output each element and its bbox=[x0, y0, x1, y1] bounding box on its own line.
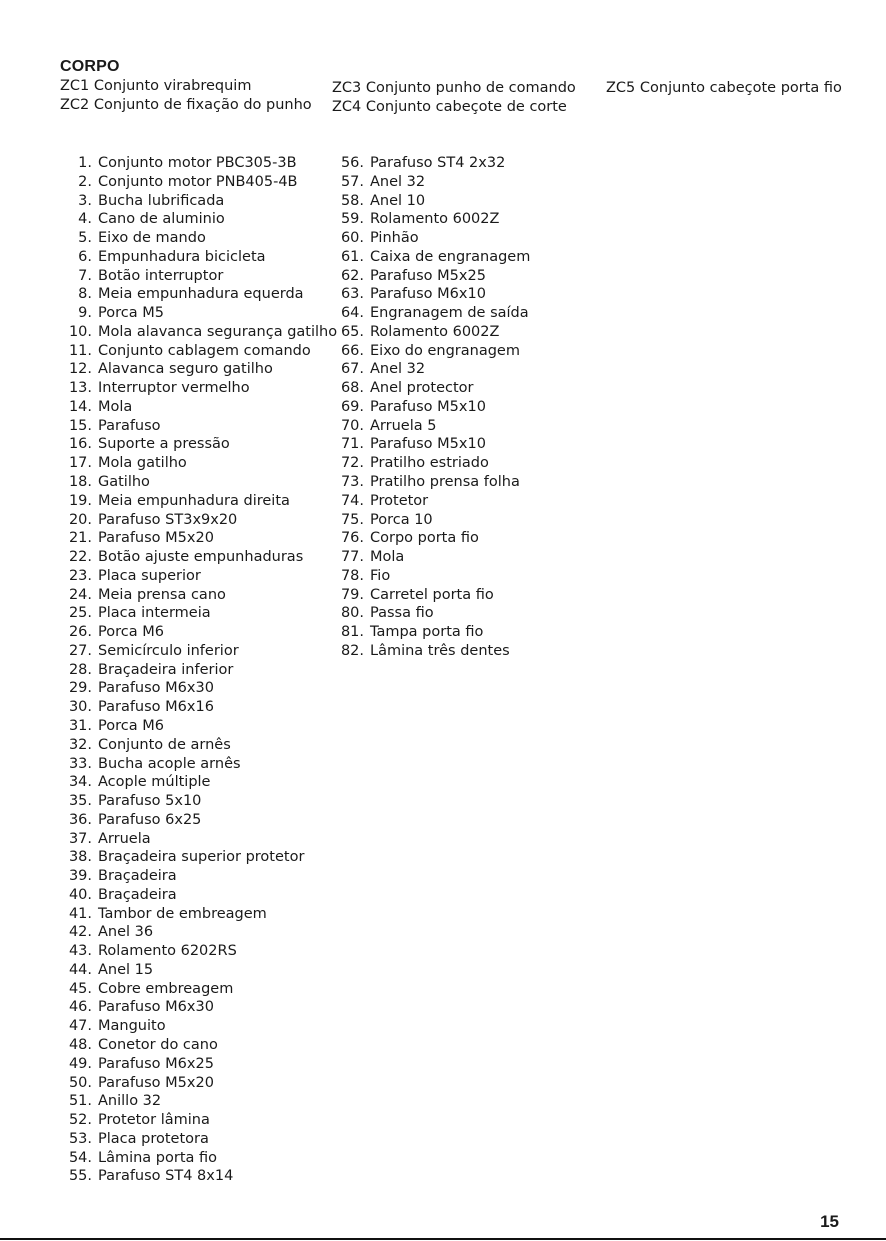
part-name: Rolamento 6002Z bbox=[370, 323, 500, 340]
part-name: Conjunto motor PBC305-3B bbox=[98, 155, 297, 171]
part-number: 9. bbox=[78, 305, 92, 322]
part-number: 11. bbox=[68, 342, 92, 359]
group-name: Conjunto virabrequim bbox=[93, 78, 252, 94]
part-item bbox=[68, 661, 337, 680]
part-number: 22. bbox=[68, 549, 92, 566]
part-item bbox=[68, 567, 337, 586]
part-item bbox=[340, 267, 530, 286]
group-name: Conjunto punho de comando bbox=[365, 80, 576, 96]
part-item bbox=[68, 1055, 337, 1074]
part-name: Anillo 32 bbox=[98, 1093, 162, 1110]
part-number: 20. bbox=[68, 511, 92, 528]
part-name: Parafuso ST4 8x14 bbox=[98, 1168, 234, 1185]
part-number: 73. bbox=[340, 474, 364, 491]
part-item bbox=[78, 173, 337, 192]
section-title: CORPO bbox=[60, 58, 120, 75]
part-item bbox=[68, 642, 337, 661]
part-name: Placa superior bbox=[98, 567, 201, 584]
part-number: 12. bbox=[68, 361, 92, 378]
part-name: Lâmina três dentes bbox=[370, 642, 510, 659]
part-number: 2. bbox=[78, 173, 92, 190]
part-name: Corpo porta fio bbox=[370, 530, 479, 547]
part-name: Suporte a pressão bbox=[98, 436, 230, 453]
part-name: Porca M6 bbox=[98, 717, 164, 734]
part-item bbox=[68, 1149, 337, 1168]
part-item bbox=[68, 679, 337, 698]
parts-list-left bbox=[68, 154, 338, 1186]
part-item bbox=[68, 379, 337, 398]
part-item bbox=[68, 848, 337, 867]
part-number: 61. bbox=[340, 248, 364, 265]
group-code: ZC5 bbox=[606, 80, 636, 96]
part-number: 58. bbox=[340, 192, 364, 209]
part-number: 33. bbox=[68, 755, 92, 772]
part-number: 78. bbox=[340, 567, 364, 584]
part-number: 64. bbox=[340, 305, 364, 322]
part-number: 4. bbox=[78, 211, 92, 228]
part-number: 32. bbox=[68, 736, 92, 753]
part-name: Braçadeira superior protetor bbox=[98, 849, 305, 866]
part-item bbox=[68, 492, 337, 511]
part-name: Conjunto cablagem comando bbox=[98, 342, 311, 359]
part-number: 23. bbox=[68, 567, 92, 584]
part-item bbox=[68, 529, 337, 548]
part-item bbox=[340, 285, 530, 304]
part-name: Mola bbox=[98, 398, 133, 415]
part-item bbox=[68, 323, 338, 342]
part-item bbox=[78, 210, 337, 229]
part-item bbox=[340, 642, 530, 661]
part-name: Cobre embreagem bbox=[98, 980, 234, 997]
part-name: Parafuso ST3x9x20 bbox=[98, 511, 238, 528]
part-number: 53. bbox=[68, 1130, 92, 1147]
part-item bbox=[68, 961, 337, 980]
part-name: Gatilho bbox=[98, 474, 150, 491]
part-name: Protetor lâmina bbox=[98, 1112, 210, 1129]
part-number: 10. bbox=[68, 323, 92, 340]
group-item bbox=[332, 79, 576, 98]
part-item bbox=[68, 736, 337, 755]
part-number: 80. bbox=[340, 605, 364, 622]
part-item bbox=[68, 755, 337, 774]
part-number: 16. bbox=[68, 436, 92, 453]
part-number: 45. bbox=[68, 980, 92, 997]
part-name: Parafuso M5x25 bbox=[370, 267, 486, 284]
part-number: 36. bbox=[68, 811, 92, 828]
part-number: 5. bbox=[78, 230, 92, 247]
part-number: 34. bbox=[68, 774, 92, 791]
part-item bbox=[340, 586, 530, 605]
part-name: Placa intermeia bbox=[98, 605, 211, 622]
part-name: Rolamento 6002Z bbox=[370, 211, 500, 228]
part-item bbox=[68, 342, 337, 361]
part-name: Anel 36 bbox=[98, 924, 154, 941]
part-number: 1. bbox=[78, 155, 92, 171]
part-name: Parafuso M5x10 bbox=[370, 398, 486, 415]
part-item bbox=[340, 192, 530, 211]
part-item bbox=[68, 623, 337, 642]
part-item bbox=[340, 511, 530, 530]
part-item bbox=[68, 905, 337, 924]
part-name: Passa fio bbox=[370, 605, 434, 622]
part-name: Semicírculo inferior bbox=[98, 642, 239, 659]
part-item bbox=[68, 792, 337, 811]
part-number: 8. bbox=[78, 286, 92, 303]
part-number: 43. bbox=[68, 943, 92, 960]
part-name: Pratilho prensa folha bbox=[370, 474, 520, 491]
part-item bbox=[68, 942, 337, 961]
group-item bbox=[60, 96, 312, 115]
part-item bbox=[68, 1017, 337, 1036]
part-number: 42. bbox=[68, 924, 92, 941]
part-name: Anel 32 bbox=[370, 361, 426, 378]
group-item bbox=[606, 79, 842, 98]
part-name: Botão interruptor bbox=[98, 267, 224, 284]
part-number: 40. bbox=[68, 886, 92, 903]
part-number: 26. bbox=[68, 624, 92, 641]
part-item bbox=[68, 1111, 337, 1130]
part-name: Parafuso M6x30 bbox=[98, 999, 214, 1016]
part-name: Anel 10 bbox=[370, 192, 426, 209]
part-item bbox=[340, 379, 530, 398]
part-name: Mola bbox=[370, 549, 405, 566]
part-name: Meia prensa cano bbox=[98, 586, 226, 603]
part-name: Empunhadura bicicleta bbox=[98, 248, 266, 265]
part-number: 63. bbox=[340, 286, 364, 303]
part-name: Porca M5 bbox=[98, 305, 164, 322]
part-name: Lâmina porta fio bbox=[98, 1149, 218, 1166]
part-item bbox=[68, 717, 337, 736]
part-number: 18. bbox=[68, 474, 92, 491]
part-item bbox=[68, 886, 337, 905]
part-name: Meia empunhadura equerda bbox=[98, 286, 304, 303]
part-number: 30. bbox=[68, 699, 92, 716]
part-item bbox=[340, 154, 530, 173]
part-item bbox=[340, 304, 530, 323]
part-number: 39. bbox=[68, 868, 92, 885]
part-number: 77. bbox=[340, 549, 364, 566]
part-number: 3. bbox=[78, 192, 92, 209]
part-item bbox=[68, 923, 337, 942]
part-number: 74. bbox=[340, 492, 364, 509]
part-name: Braçadeira bbox=[98, 886, 177, 903]
part-number: 6. bbox=[78, 248, 92, 265]
part-number: 54. bbox=[68, 1149, 92, 1166]
part-item bbox=[340, 398, 530, 417]
part-item bbox=[68, 998, 337, 1017]
part-number: 70. bbox=[340, 417, 364, 434]
part-item bbox=[68, 435, 337, 454]
part-item bbox=[68, 511, 337, 530]
part-item bbox=[340, 454, 530, 473]
part-item bbox=[68, 1074, 337, 1093]
part-number: 29. bbox=[68, 680, 92, 697]
part-number: 52. bbox=[68, 1112, 92, 1129]
part-number: 35. bbox=[68, 793, 92, 810]
part-name: Parafuso M5x10 bbox=[370, 436, 486, 453]
part-number: 7. bbox=[78, 267, 92, 284]
part-item bbox=[68, 698, 337, 717]
part-name: Protetor bbox=[370, 492, 429, 509]
part-number: 27. bbox=[68, 642, 92, 659]
part-item bbox=[78, 285, 337, 304]
part-number: 38. bbox=[68, 849, 92, 866]
part-number: 24. bbox=[68, 586, 92, 603]
part-number: 28. bbox=[68, 661, 92, 678]
part-item bbox=[68, 360, 337, 379]
part-name: Arruela 5 bbox=[370, 417, 437, 434]
part-number: 68. bbox=[340, 380, 364, 397]
part-name: Porca M6 bbox=[98, 624, 164, 641]
part-name: Rolamento 6202RS bbox=[98, 943, 237, 960]
part-number: 79. bbox=[340, 586, 364, 603]
part-name: Parafuso M6x25 bbox=[98, 1055, 214, 1072]
part-name: Placa protetora bbox=[98, 1130, 209, 1147]
part-item bbox=[78, 192, 337, 211]
part-item bbox=[340, 210, 530, 229]
part-item bbox=[68, 867, 337, 886]
part-name: Bucha acople arnês bbox=[98, 755, 241, 772]
part-number: 37. bbox=[68, 830, 92, 847]
group-item bbox=[332, 98, 567, 117]
part-item bbox=[78, 248, 337, 267]
part-name: Parafuso M5x20 bbox=[98, 1074, 214, 1091]
group-code: ZC1 bbox=[60, 78, 90, 94]
group-code: ZC2 bbox=[60, 97, 90, 113]
part-item bbox=[340, 548, 530, 567]
part-item bbox=[78, 154, 337, 173]
part-name: Manguito bbox=[98, 1018, 166, 1035]
part-name: Parafuso 5x10 bbox=[98, 793, 202, 810]
part-number: 47. bbox=[68, 1018, 92, 1035]
parts-list-right bbox=[340, 154, 531, 661]
part-name: Tambor de embreagem bbox=[98, 905, 267, 922]
part-number: 71. bbox=[340, 436, 364, 453]
part-item bbox=[68, 773, 337, 792]
part-name: Braçadeira bbox=[98, 868, 177, 885]
group-name: Conjunto cabeçote porta fio bbox=[639, 80, 842, 96]
part-name: Bucha lubrificada bbox=[98, 192, 225, 209]
group-name: Conjunto cabeçote de corte bbox=[365, 99, 567, 115]
part-name: Botão ajuste empunhaduras bbox=[98, 549, 304, 566]
part-number: 13. bbox=[68, 380, 92, 397]
part-name: Parafuso M6x10 bbox=[370, 286, 486, 303]
part-name: Anel protector bbox=[370, 380, 474, 397]
part-number: 44. bbox=[68, 961, 92, 978]
part-item bbox=[68, 811, 337, 830]
part-name: Conjunto motor PNB405-4B bbox=[98, 173, 298, 190]
part-name: Eixo de mando bbox=[98, 230, 206, 247]
part-item bbox=[78, 267, 337, 286]
part-number: 81. bbox=[340, 624, 364, 641]
part-number: 59. bbox=[340, 211, 364, 228]
part-item bbox=[68, 548, 337, 567]
part-number: 51. bbox=[68, 1093, 92, 1110]
part-name: Alavanca seguro gatilho bbox=[98, 361, 273, 378]
part-name: Acople múltiple bbox=[98, 774, 211, 791]
part-name: Anel 15 bbox=[98, 961, 154, 978]
part-item bbox=[340, 248, 531, 267]
part-name: Braçadeira inferior bbox=[98, 661, 234, 678]
assembly-groups bbox=[60, 77, 860, 117]
part-number: 76. bbox=[340, 530, 364, 547]
part-item bbox=[78, 229, 337, 248]
part-number: 14. bbox=[68, 398, 92, 415]
part-name: Engranagem de saída bbox=[370, 305, 529, 322]
part-name: Mola gatilho bbox=[98, 455, 187, 472]
part-number: 21. bbox=[68, 530, 92, 547]
part-name: Conetor do cano bbox=[98, 1036, 218, 1053]
part-item bbox=[340, 173, 530, 192]
part-item bbox=[68, 1167, 337, 1186]
part-name: Parafuso bbox=[98, 417, 161, 434]
page-number: 15 bbox=[820, 1212, 839, 1231]
part-name: Parafuso M6x30 bbox=[98, 680, 214, 697]
part-name: Conjunto de arnês bbox=[98, 736, 231, 753]
part-number: 15. bbox=[68, 417, 92, 434]
part-item bbox=[340, 604, 530, 623]
part-number: 57. bbox=[340, 173, 364, 190]
part-number: 67. bbox=[340, 361, 364, 378]
part-number: 72. bbox=[340, 455, 364, 472]
part-name: Eixo do engranagem bbox=[370, 342, 520, 359]
part-name: Parafuso M6x16 bbox=[98, 699, 214, 716]
part-number: 17. bbox=[68, 455, 92, 472]
part-number: 55. bbox=[68, 1168, 92, 1185]
part-name: Carretel porta fio bbox=[370, 586, 494, 603]
part-item bbox=[68, 586, 337, 605]
part-item bbox=[340, 623, 530, 642]
part-number: 31. bbox=[68, 717, 92, 734]
part-item bbox=[68, 1036, 337, 1055]
part-name: Tampa porta fio bbox=[370, 624, 484, 641]
part-number: 48. bbox=[68, 1036, 92, 1053]
part-name: Parafuso M5x20 bbox=[98, 530, 214, 547]
part-item bbox=[68, 1130, 337, 1149]
part-item bbox=[340, 417, 530, 436]
part-name: Pratilho estriado bbox=[370, 455, 489, 472]
part-item bbox=[340, 323, 530, 342]
part-number: 66. bbox=[340, 342, 364, 359]
group-name: Conjunto de fixação do punho bbox=[93, 97, 312, 113]
part-item bbox=[340, 342, 530, 361]
part-name: Cano de aluminio bbox=[98, 211, 225, 228]
part-item bbox=[68, 454, 337, 473]
part-name: Interruptor vermelho bbox=[98, 380, 250, 397]
part-number: 19. bbox=[68, 492, 92, 509]
part-name: Parafuso ST4 2x32 bbox=[370, 155, 506, 171]
part-item bbox=[68, 980, 337, 999]
part-number: 49. bbox=[68, 1055, 92, 1072]
part-name: Fio bbox=[370, 567, 391, 584]
part-item bbox=[68, 1092, 337, 1111]
part-item bbox=[68, 604, 337, 623]
part-number: 82. bbox=[340, 642, 364, 659]
part-number: 50. bbox=[68, 1074, 92, 1091]
group-item bbox=[60, 77, 251, 96]
part-item bbox=[340, 529, 530, 548]
part-name: Meia empunhadura direita bbox=[98, 492, 290, 509]
part-name: Mola alavanca segurança gatilho bbox=[98, 323, 338, 340]
part-number: 56. bbox=[340, 155, 364, 171]
part-item bbox=[340, 360, 530, 379]
bottom-divider bbox=[0, 1238, 886, 1240]
part-item bbox=[78, 304, 337, 323]
part-item bbox=[68, 473, 337, 492]
part-item bbox=[340, 229, 530, 248]
part-number: 46. bbox=[68, 999, 92, 1016]
part-number: 41. bbox=[68, 905, 92, 922]
part-name: Caixa de engranagem bbox=[370, 248, 531, 265]
part-number: 65. bbox=[340, 323, 364, 340]
group-code: ZC4 bbox=[332, 99, 362, 115]
part-name: Parafuso 6x25 bbox=[98, 811, 202, 828]
part-number: 62. bbox=[340, 267, 364, 284]
part-name: Pinhão bbox=[370, 230, 419, 247]
part-item bbox=[340, 435, 530, 454]
part-item bbox=[340, 492, 530, 511]
part-number: 69. bbox=[340, 398, 364, 415]
part-item bbox=[340, 473, 530, 492]
part-item bbox=[68, 830, 337, 849]
part-number: 25. bbox=[68, 605, 92, 622]
part-name: Porca 10 bbox=[370, 511, 433, 528]
part-name: Anel 32 bbox=[370, 173, 426, 190]
part-name: Arruela bbox=[98, 830, 151, 847]
part-item bbox=[340, 567, 530, 586]
group-code: ZC3 bbox=[332, 80, 362, 96]
part-item bbox=[68, 398, 337, 417]
part-item bbox=[68, 417, 337, 436]
part-number: 60. bbox=[340, 230, 364, 247]
part-number: 75. bbox=[340, 511, 364, 528]
